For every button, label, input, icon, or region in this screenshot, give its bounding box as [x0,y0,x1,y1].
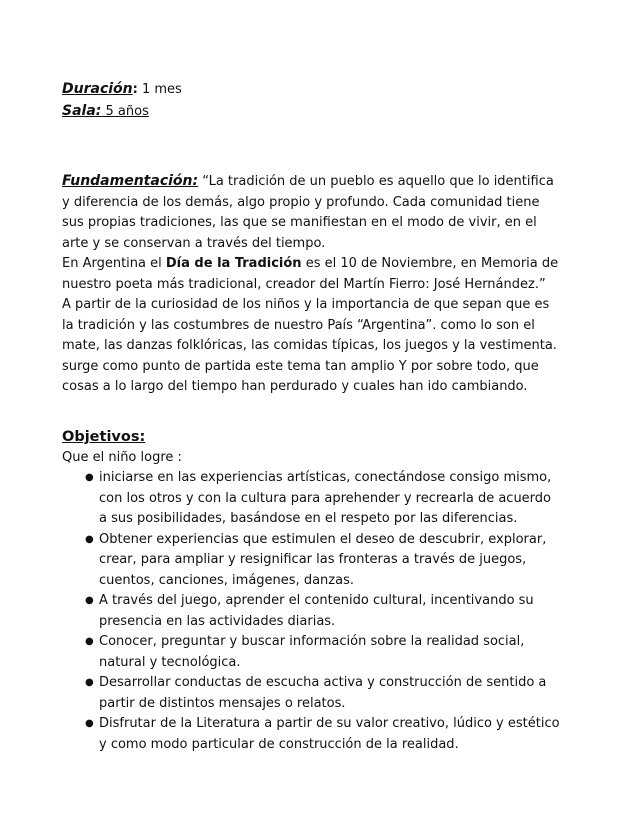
list-item [62,530,562,592]
bullet-icon: ● [85,636,94,647]
objetivos-label: Objetivos: [62,429,146,445]
objetivos-intro: Que el niño logre : [62,449,182,465]
fundamentacion-text-1: “La tradición de un pueblo es aquello que lo identifica y diferencia de los demás, algo propio y profundo. Cada comunidad tiene sus propias tradiciones, las que se manifiestan en el modo de vivir, en el arte y se conservan a través del tiempo. [62,174,554,251]
fundamentacion-text-2a: En Argentina el [62,256,166,271]
bullet-icon: ● [85,718,94,729]
fundamentacion-paragraph-3: A partir de la curiosidad de los niños y la importancia de que sepan que es la tradición y las costumbres de nuestro País “Argentina”. como lo son el mate, las danzas folklóricas, las comidas típicas, los juegos y la vestimenta. surge como punto de partida este tema tan amplio Y por sobre todo, que cosas a lo largo del tiempo han perdurado y cuales han ido cambiando. [62,297,557,394]
duracion-value: 1 mes [137,82,182,97]
fundamentacion-paragraph-1 [62,171,562,254]
bullet-icon: ● [85,677,94,688]
list-item [62,591,562,632]
list-item [62,673,562,714]
header-info [62,79,562,122]
duracion-line [62,79,562,101]
bullet-icon: ● [85,533,94,545]
bullet-icon: ● [85,472,94,483]
list-item-text: Desarrollar conductas de escucha activa y construcción de sentido a partir de distintos mensajes o relatos. [99,675,547,711]
objetivos-list [62,468,562,755]
list-item [62,632,562,673]
sala-label: Sala: [62,102,102,119]
fundamentacion-paragraph-2 [62,254,562,295]
list-item-text: iniciarse en las experiencias artísticas, conectándose consigo mismo, con los otros y con la cultura para aprehender y recrearla de acuerdo a sus posibilidades, basándose en el respeto por las diferencias. [99,470,552,526]
sala-line [62,101,562,123]
fundamentacion-section [62,171,562,398]
list-item-text: Disfrutar de la Literatura a partir de su valor creativo, lúdico y estético y como modo particular de construcción de la realidad. [99,716,560,752]
sala-value: 5 años [101,103,149,119]
list-item [62,714,562,755]
duracion-label: Duración [62,81,133,97]
list-item-text: Obtener experiencias que estimulen el deseo de descubrir, explorar, crear, para ampliar y resignificar las fronteras a través de juegos, cuentos, canciones, imágenes, danzas. [99,531,547,588]
dia-tradicion-bold: Día de la Tradición [165,256,302,271]
bullet-icon: ● [85,595,94,606]
list-item-text: Conocer, preguntar y buscar información sobre la realidad social, natural y tecnológica. [99,634,525,670]
list-item-text: A través del juego, aprender el contenido cultural, incentivando su presencia en las actividades diarias. [99,593,534,629]
fundamentacion-text-2b: es el 10 de Noviembre, en Memoria de nuestro poeta más tradicional, creador del Martín Fierro: José Hernández.” [62,256,559,292]
objetivos-section [62,427,562,755]
list-item [62,468,562,530]
fundamentacion-label: Fundamentación: [62,173,199,189]
duracion-colon: : [132,82,138,97]
